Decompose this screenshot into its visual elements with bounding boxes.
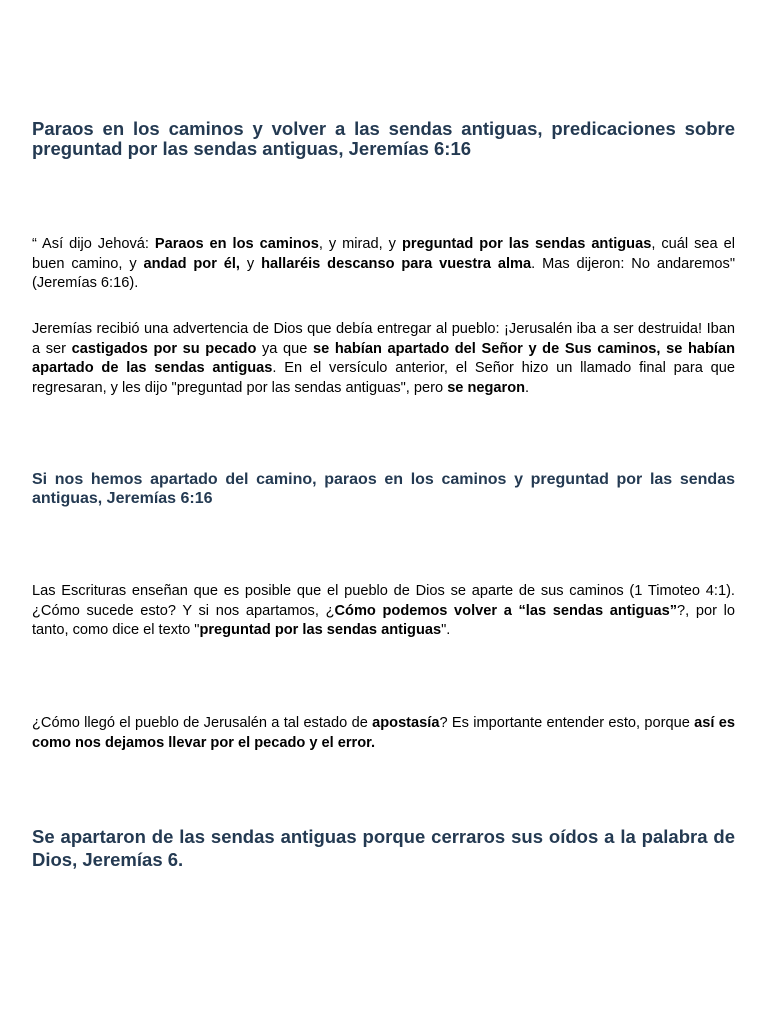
paragraph-apostasia [32,714,735,753]
heading-si-nos-hemos-apartado: Si nos hemos apartado del camino, paraos en los caminos y preguntad por las sendas antiguas, Jeremías 6:16 [32,471,735,507]
para4-bold-1: apostasía [372,715,440,731]
heading-se-apartaron: Se apartaron de las sendas antiguas porque cerraros sus oídos a la palabra de Dios, Jeremías 6. [32,826,735,870]
para2-text-3: . En el versículo anterior, el Señor hizo un llamado final para que regresaran, y les dijo "preguntad por las sendas antiguas", pero [32,360,735,396]
para4-text-1: ¿Cómo llegó el pueblo de Jerusalén a tal estado de [32,715,373,731]
para1-text-3: , cuál sea el buen camino, y [32,236,735,272]
para2-bold-1: castigados por su pecado [71,340,257,357]
para3-bold-1: Cómo podemos volver a “las sendas antiguas” [334,602,678,619]
para1-bold-4: hallaréis descanso para vuestra alma [261,255,532,272]
para3-bold-2: preguntad por las sendas antiguas [199,622,442,638]
para1-text-1: “ Así dijo Jehová: [32,236,155,252]
paragraph-jeremias-quote [32,235,735,294]
para1-text-4: y [240,255,262,272]
para3-text-3: ". [441,622,451,638]
para3-text-2: ?, por lo tanto, como dice el texto " [32,602,735,638]
para2-bold-2: se habían apartado del Señor y de Sus caminos, se habían apartado de las sendas antiguas [32,340,735,376]
paragraph-advertencia [32,320,735,398]
para1-bold-2: preguntad por las sendas antiguas [401,236,652,252]
para2-bold-3: se negaron [447,379,526,396]
para1-bold-1: Paraos en los caminos [154,236,319,252]
para4-bold-2: así es como nos dejamos llevar por el pecado y el error. [32,715,735,751]
para1-text-5: . Mas dijeron: No andaremos" (Jeremías 6:16). [32,255,736,291]
paragraph-escrituras [32,582,735,641]
para2-text-4: . [525,379,530,396]
para2-text-1: Jeremías recibió una advertencia de Dios que debía entregar al pueblo: ¡Jerusalén iba a ser destruida! Iban a ser [32,321,735,357]
para2-text-2: ya que [256,340,313,357]
para4-text-2: ? Es importante entender esto, porque [439,715,695,731]
para1-text-2: , y mirad, y [318,236,402,252]
para1-bold-3: andad por él, [143,255,240,272]
heading-paraos-en-los-caminos: Paraos en los caminos y volver a las sendas antiguas, predicaciones sobre preguntad por las sendas antiguas, Jeremías 6:16 [32,118,735,159]
para3-text-1: Las Escrituras enseñan que es posible que el pueblo de Dios se aparte de sus caminos (1 Timoteo 4:1). ¿Cómo sucede esto? Y si nos apartamos, ¿ [32,583,735,619]
